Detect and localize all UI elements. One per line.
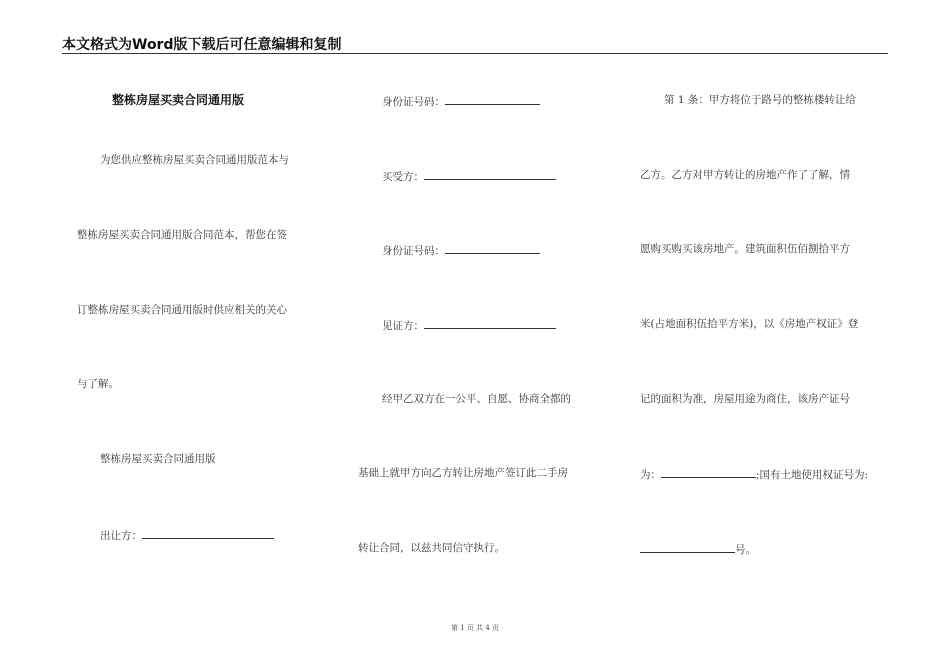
id2-label: 身份证号码：: [382, 245, 445, 257]
buyer-label: 买受方：: [382, 171, 424, 183]
intro-line-2: 整栋房屋买卖合同通用版合同范本，帮您在签: [77, 229, 287, 241]
clause-line-1: 第 1 条：甲方将位于路号的整栋楼转让给: [664, 94, 856, 106]
seller-line: [100, 527, 274, 543]
intro-line-1: 为您供应整栋房屋买卖合同通用版范本与: [100, 154, 289, 166]
clause-line-6: [640, 466, 868, 482]
header-rule: [62, 53, 888, 54]
intro-line-3: 订整栋房屋买卖合同通用版时供应相关的关心: [77, 304, 287, 316]
land-cert-blank: [640, 541, 735, 553]
subtitle: 整栋房屋买卖合同通用版: [100, 453, 216, 465]
id1-blank: [445, 93, 540, 105]
buyer-blank: [424, 168, 556, 180]
seller-label: 出让方：: [100, 530, 142, 542]
property-cert-blank: [661, 466, 756, 478]
id2-blank: [445, 242, 540, 254]
para-line-3: 转让合同，以兹共同信守执行。: [358, 542, 505, 554]
id2-line: [382, 242, 540, 258]
witness-blank: [424, 317, 556, 329]
para-line-1: 经甲乙双方在一公平、自愿、协商全都的: [382, 393, 571, 405]
page-footer: 第 1 页 共 4 页: [450, 624, 500, 632]
seller-blank: [142, 527, 274, 539]
intro-line-4: 与了解。: [77, 378, 119, 390]
witness-line: [382, 317, 556, 333]
cert-prefix: 为：: [640, 469, 661, 481]
clause-line-7: [640, 541, 756, 557]
buyer-line: [382, 168, 556, 184]
clause-line-3: 愿购买购买该房地产。建筑面积伍佰捌拾平方: [640, 243, 850, 255]
clause-line-2: 乙方。乙方对甲方转让的房地产作了了解，情: [640, 169, 850, 181]
clause-line-4: 米(占地面积伍拾平方米)，以《房地产权证》登: [640, 318, 859, 330]
witness-label: 见证方：: [382, 320, 424, 332]
id1-line: [382, 93, 540, 109]
document-header: 本文格式为Word版下载后可任意编辑和复制: [62, 37, 342, 53]
land-cert-label: ;国有土地使用权证号为:: [756, 469, 869, 481]
para-line-2: 基础上就甲方向乙方转让房地产签订此二手房: [358, 467, 568, 479]
doc-title: 整栋房屋买卖合同通用版: [112, 93, 245, 107]
id1-label: 身份证号码：: [382, 96, 445, 108]
number-suffix: 号。: [735, 544, 756, 556]
clause-line-5: 记的面积为准，房屋用途为商住，该房产证号: [640, 393, 850, 405]
